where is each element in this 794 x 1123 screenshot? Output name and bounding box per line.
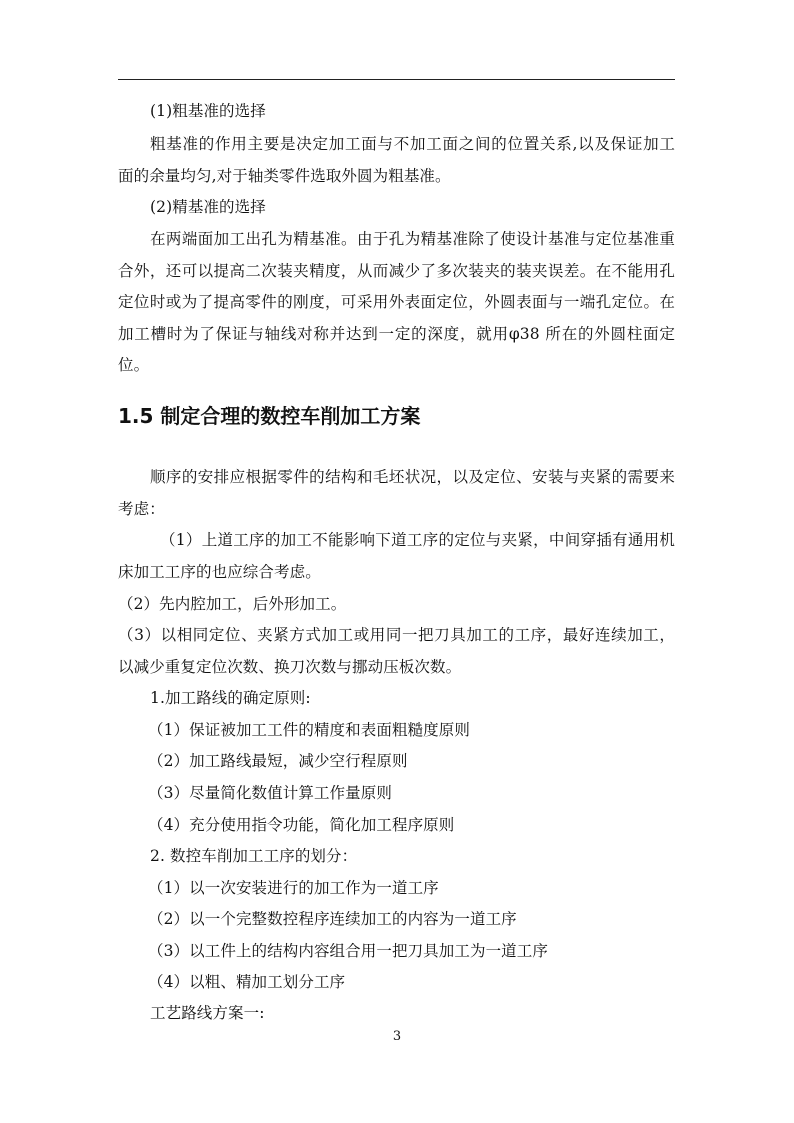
- plan-label: 工艺路线方案一:: [150, 1004, 265, 1022]
- paragraph-line: 定位时或为了提高零件的刚度，可采用外表面定位，外圆表面与一端孔定位。在: [118, 293, 675, 311]
- paragraph-line: 合外，还可以提高二次装夹精度，从而减少了多次装夹的装夹误差。在不能用孔: [118, 262, 675, 280]
- list-item: （1）保证被加工工件的精度和表面粗糙度原则: [148, 721, 470, 739]
- page-number: 3: [392, 1029, 402, 1044]
- paragraph-line: 在两端面加工出孔为精基准。由于孔为精基准除了使设计基准与定位基准重: [150, 230, 675, 248]
- list-item: （2）以一个完整数控程序连续加工的内容为一道工序: [148, 910, 517, 928]
- division-heading: 2. 数控车削加工工序的划分：: [150, 847, 358, 865]
- list-item: （1）以一次安装进行的加工作为一道工序: [148, 879, 439, 897]
- paragraph-line: 粗基准的作用主要是决定加工面与不加工面之间的位置关系,以及保证加工: [150, 135, 675, 153]
- section-heading: 1.5 制定合理的数控车削加工方案: [118, 404, 421, 428]
- list-item: （4）充分使用指令功能，简化加工程序原则: [148, 816, 455, 834]
- order-rule-line: （3）以相同定位、夹紧方式加工或用同一把刀具加工的工序，最好连续加工，: [118, 626, 675, 644]
- paragraph-line: 顺序的安排应根据零件的结构和毛坯状况，以及定位、安装与夹紧的需要来: [150, 468, 675, 486]
- list-item: （3）尽量简化数值计算工作量原则: [148, 784, 392, 802]
- route-principles-heading: 1.加工路线的确定原则:: [150, 689, 311, 707]
- header-rule: [118, 79, 675, 80]
- paragraph-line: 加工槽时为了保证与轴线对称并达到一定的深度，就用φ38 所在的外圆柱面定: [118, 325, 675, 343]
- order-rule-line: 床加工工序的也应综合考虑。: [118, 563, 321, 581]
- order-rule-line: 以减少重复定位次数、换刀次数与挪动压板次数。: [118, 658, 462, 676]
- paragraph-line: 考虑：: [118, 500, 165, 518]
- rough-datum-heading: (1)粗基准的选择: [150, 102, 266, 120]
- order-rule-line: （1）上道工序的加工不能影响下道工序的定位与夹紧，中间穿插有通用机: [160, 531, 675, 549]
- fine-datum-heading: (2)精基准的选择: [150, 198, 266, 216]
- list-item: （2）加工路线最短，减少空行程原则: [148, 752, 408, 770]
- list-item: （3）以工件上的结构内容组合用一把刀具加工为一道工序: [148, 942, 548, 960]
- paragraph-line: 面的余量均匀,对于轴类零件选取外圆为粗基准。: [118, 167, 451, 185]
- paragraph-line: 位。: [118, 356, 150, 374]
- list-item: （4）以粗、精加工划分工序: [148, 973, 346, 991]
- order-rule-line: （2）先内腔加工，后外形加工。: [118, 595, 347, 613]
